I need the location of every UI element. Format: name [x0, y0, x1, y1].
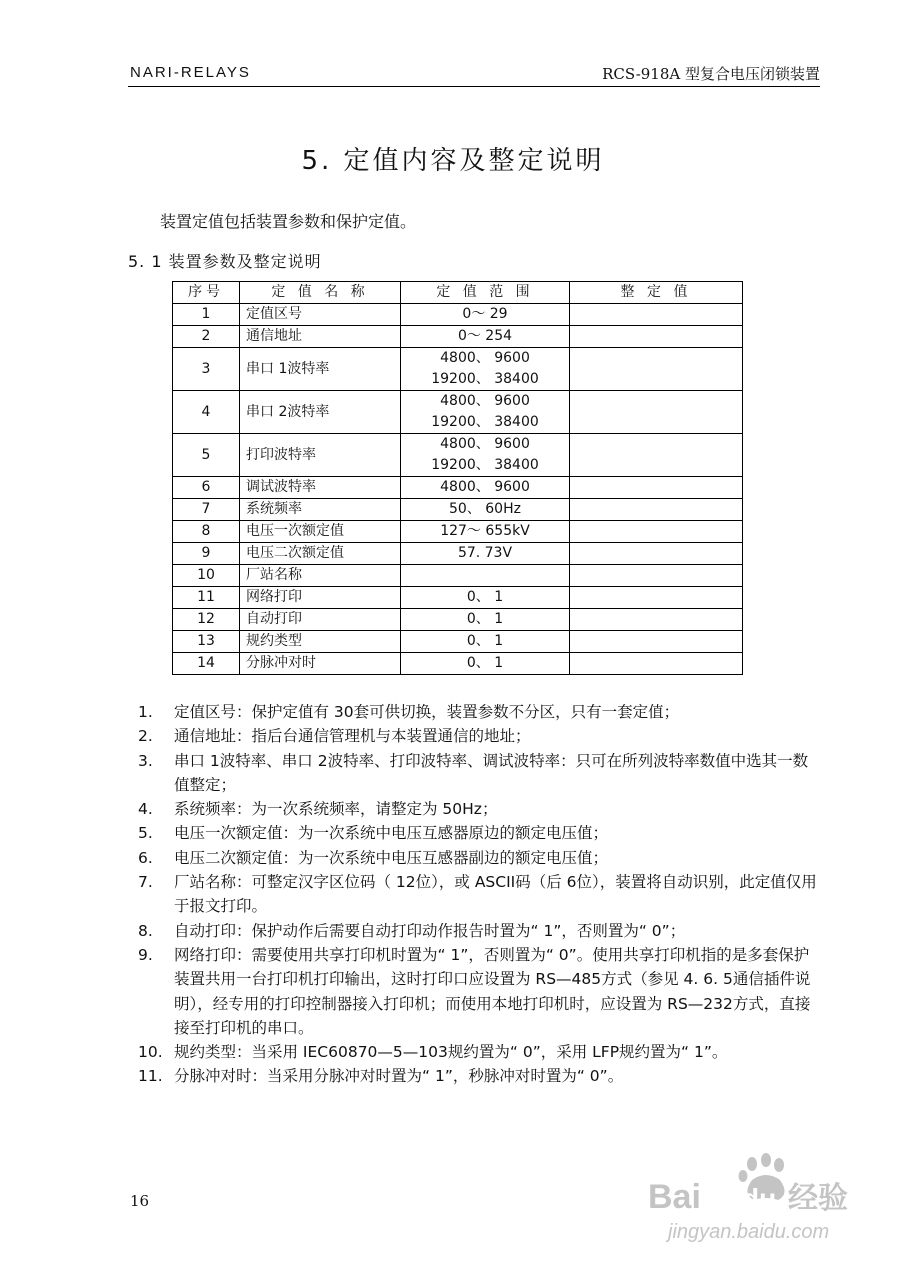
note-text: 厂站名称：可整定汉字区位码（ 12位），或 ASCII码（后 6位），装置将自动识别，此定值仅用于报文打印。	[174, 873, 817, 916]
range-line: 4800、 9600	[440, 393, 530, 409]
section-heading: 5. 1 装置参数及整定说明	[128, 252, 322, 271]
cell-range	[401, 304, 570, 326]
note-number: 8.	[138, 921, 153, 940]
header-range: 定 值 范 围	[401, 282, 570, 304]
list-item	[130, 919, 822, 943]
chapter-title: 5. 定值内容及整定说明	[301, 146, 605, 176]
cell-no: 8	[173, 521, 240, 543]
cell-range	[401, 653, 570, 675]
cell-no: 13	[173, 631, 240, 653]
header-document-title: RCS-918A 型复合电压闭锁装置	[602, 65, 820, 83]
note-number: 5.	[138, 824, 153, 843]
cell-setting-value	[570, 543, 743, 565]
cell-range	[401, 348, 570, 391]
cell-range	[401, 565, 570, 587]
cell-setting-value	[570, 631, 743, 653]
note-text: 系统频率：为一次系统频率，请整定为 50Hz；	[174, 800, 498, 819]
watermark-brand-cn: 经验	[788, 1181, 848, 1216]
range-line	[401, 565, 569, 586]
cell-setting-value	[570, 499, 743, 521]
list-item	[130, 1064, 822, 1088]
note-text: 定值区号：保护定值有 30套可供切换，装置参数不分区，只有一套定值；	[174, 703, 680, 721]
table-row	[173, 631, 743, 653]
cell-name: 自动打印	[240, 609, 401, 631]
cell-name: 网络打印	[240, 587, 401, 609]
table-row	[173, 499, 743, 521]
cell-setting-value	[570, 609, 743, 631]
cell-no: 5	[173, 434, 240, 477]
page-number: 16	[130, 1192, 150, 1210]
range-line: 0、 1	[466, 655, 504, 671]
note-text: 电压二次额定值：为一次系统中电压互感器副边的额定电压值；	[174, 848, 609, 867]
cell-no: 11	[173, 587, 240, 609]
table-row	[173, 543, 743, 565]
range-line: 50、 60Hz	[449, 501, 521, 517]
header-divider	[128, 86, 820, 87]
cell-setting-value	[570, 391, 743, 434]
cell-name: 系统频率	[240, 499, 401, 521]
table-header-row	[173, 282, 743, 304]
header-value: 整 定 值	[570, 282, 743, 304]
list-item	[130, 846, 822, 870]
cell-no: 6	[173, 477, 240, 499]
range-line: 127～ 655kV	[440, 523, 530, 539]
cell-range	[401, 631, 570, 653]
table-row	[173, 565, 743, 587]
settings-table	[172, 281, 743, 675]
note-number: 4.	[138, 800, 153, 819]
list-item	[130, 1040, 822, 1064]
cell-no: 12	[173, 609, 240, 631]
cell-range	[401, 543, 570, 565]
table-row	[173, 434, 743, 477]
range-line: 19200、 38400	[431, 371, 539, 387]
note-text: 串口 1波特率、串口 2波特率、打印波特率、调试波特率：只可在所列波特率数值中选其一数值整定；	[174, 751, 809, 794]
cell-range	[401, 521, 570, 543]
cell-name: 通信地址	[240, 326, 401, 348]
cell-no: 2	[173, 326, 240, 348]
cell-no: 7	[173, 499, 240, 521]
cell-no: 10	[173, 565, 240, 587]
cell-setting-value	[570, 653, 743, 675]
table-row	[173, 653, 743, 675]
cell-setting-value	[570, 477, 743, 499]
range-line: 4800、 9600	[440, 479, 530, 495]
note-number: 10.	[138, 1043, 163, 1062]
cell-no: 14	[173, 653, 240, 675]
cell-setting-value	[570, 434, 743, 477]
cell-name: 调试波特率	[240, 477, 401, 499]
range-line: 57. 73V	[457, 545, 513, 561]
range-line: 0～ 254	[457, 328, 513, 344]
cell-no: 1	[173, 304, 240, 326]
note-number: 6.	[138, 848, 153, 867]
range-line: 0、 1	[466, 611, 504, 627]
cell-no: 4	[173, 391, 240, 434]
cell-range	[401, 587, 570, 609]
cell-name: 分脉冲对时	[240, 653, 401, 675]
note-number: 11.	[138, 1067, 163, 1086]
cell-setting-value	[570, 326, 743, 348]
range-line: 4800、 9600	[440, 436, 530, 452]
range-line: 0、 1	[466, 633, 504, 649]
header-name: 定 值 名 称	[240, 282, 401, 304]
note-text: 电压一次额定值：为一次系统中电压互感器原边的额定电压值；	[174, 824, 609, 843]
table-row	[173, 587, 743, 609]
cell-range	[401, 326, 570, 348]
list-item	[130, 870, 822, 919]
notes-list	[130, 700, 822, 1089]
cell-setting-value	[570, 348, 743, 391]
cell-range	[401, 477, 570, 499]
cell-name: 电压二次额定值	[240, 543, 401, 565]
table-row	[173, 477, 743, 499]
list-item	[130, 821, 822, 845]
note-text: 通信地址：指后台通信管理机与本装置通信的地址；	[174, 727, 531, 746]
table-row	[173, 521, 743, 543]
table-row	[173, 391, 743, 434]
watermark-brand-du: du	[742, 1183, 777, 1214]
list-item	[130, 749, 822, 798]
cell-name: 厂站名称	[240, 565, 401, 587]
watermark-url: jingyan.baidu.com	[668, 1221, 830, 1243]
table-body	[173, 304, 743, 675]
range-line: 19200、 38400	[431, 414, 539, 430]
note-text: 分脉冲对时：当采用分脉冲对时置为“ 1”，秒脉冲对时置为“ 0”。	[174, 1067, 624, 1086]
list-item	[130, 724, 822, 748]
cell-name: 串口 1波特率	[240, 348, 401, 391]
header-no: 序号	[173, 282, 240, 304]
note-number: 1.	[138, 703, 153, 721]
range-line: 19200、 38400	[431, 457, 539, 473]
cell-range	[401, 499, 570, 521]
note-text: 网络打印：需要使用共享打印机时置为“ 1”，否则置为“ 0”。使用共享打印机指的是多套保护装置共用一台打印机打印输出，这时打印口应设置为 RS—485方式（参见 4. 6. 5通信插件说明），经专用的打印控制器接入打印机；而使用本地打印机时，应设置为 RS—232方式，直接接至打印机的串口。	[174, 945, 811, 1037]
header-brand: NARI-RELAYS	[130, 64, 251, 81]
table-row	[173, 348, 743, 391]
table-row	[173, 304, 743, 326]
note-number: 7.	[138, 873, 153, 892]
cell-name: 电压一次额定值	[240, 521, 401, 543]
cell-name: 串口 2波特率	[240, 391, 401, 434]
cell-range	[401, 609, 570, 631]
cell-setting-value	[570, 521, 743, 543]
table-row	[173, 326, 743, 348]
cell-name: 规约类型	[240, 631, 401, 653]
cell-name: 打印波特率	[240, 434, 401, 477]
cell-setting-value	[570, 587, 743, 609]
range-line: 0、 1	[466, 589, 504, 605]
note-text: 自动打印：保护动作后需要自动打印动作报告时置为“ 1”，否则置为“ 0”；	[174, 921, 686, 940]
list-item	[130, 943, 822, 1040]
note-text: 规约类型：当采用 IEC60870—5—103规约置为“ 0”，采用 LFP规约置为“ 1”。	[174, 1043, 728, 1062]
cell-setting-value	[570, 304, 743, 326]
intro-paragraph: 装置定值包括装置参数和保护定值。	[160, 212, 417, 231]
baidu-jingyan-watermark	[648, 1150, 868, 1250]
cell-name: 定值区号	[240, 304, 401, 326]
list-item	[130, 700, 822, 724]
range-line: 4800、 9600	[440, 350, 530, 366]
note-number: 3.	[138, 751, 153, 770]
list-item	[130, 797, 822, 821]
range-line: 0～ 29	[462, 306, 508, 322]
cell-setting-value	[570, 565, 743, 587]
cell-no: 3	[173, 348, 240, 391]
table-row	[173, 609, 743, 631]
note-number: 9.	[138, 945, 153, 964]
cell-range	[401, 391, 570, 434]
cell-range	[401, 434, 570, 477]
watermark-brand-latin: Bai	[648, 1178, 701, 1216]
cell-no: 9	[173, 543, 240, 565]
note-number: 2.	[138, 727, 153, 746]
